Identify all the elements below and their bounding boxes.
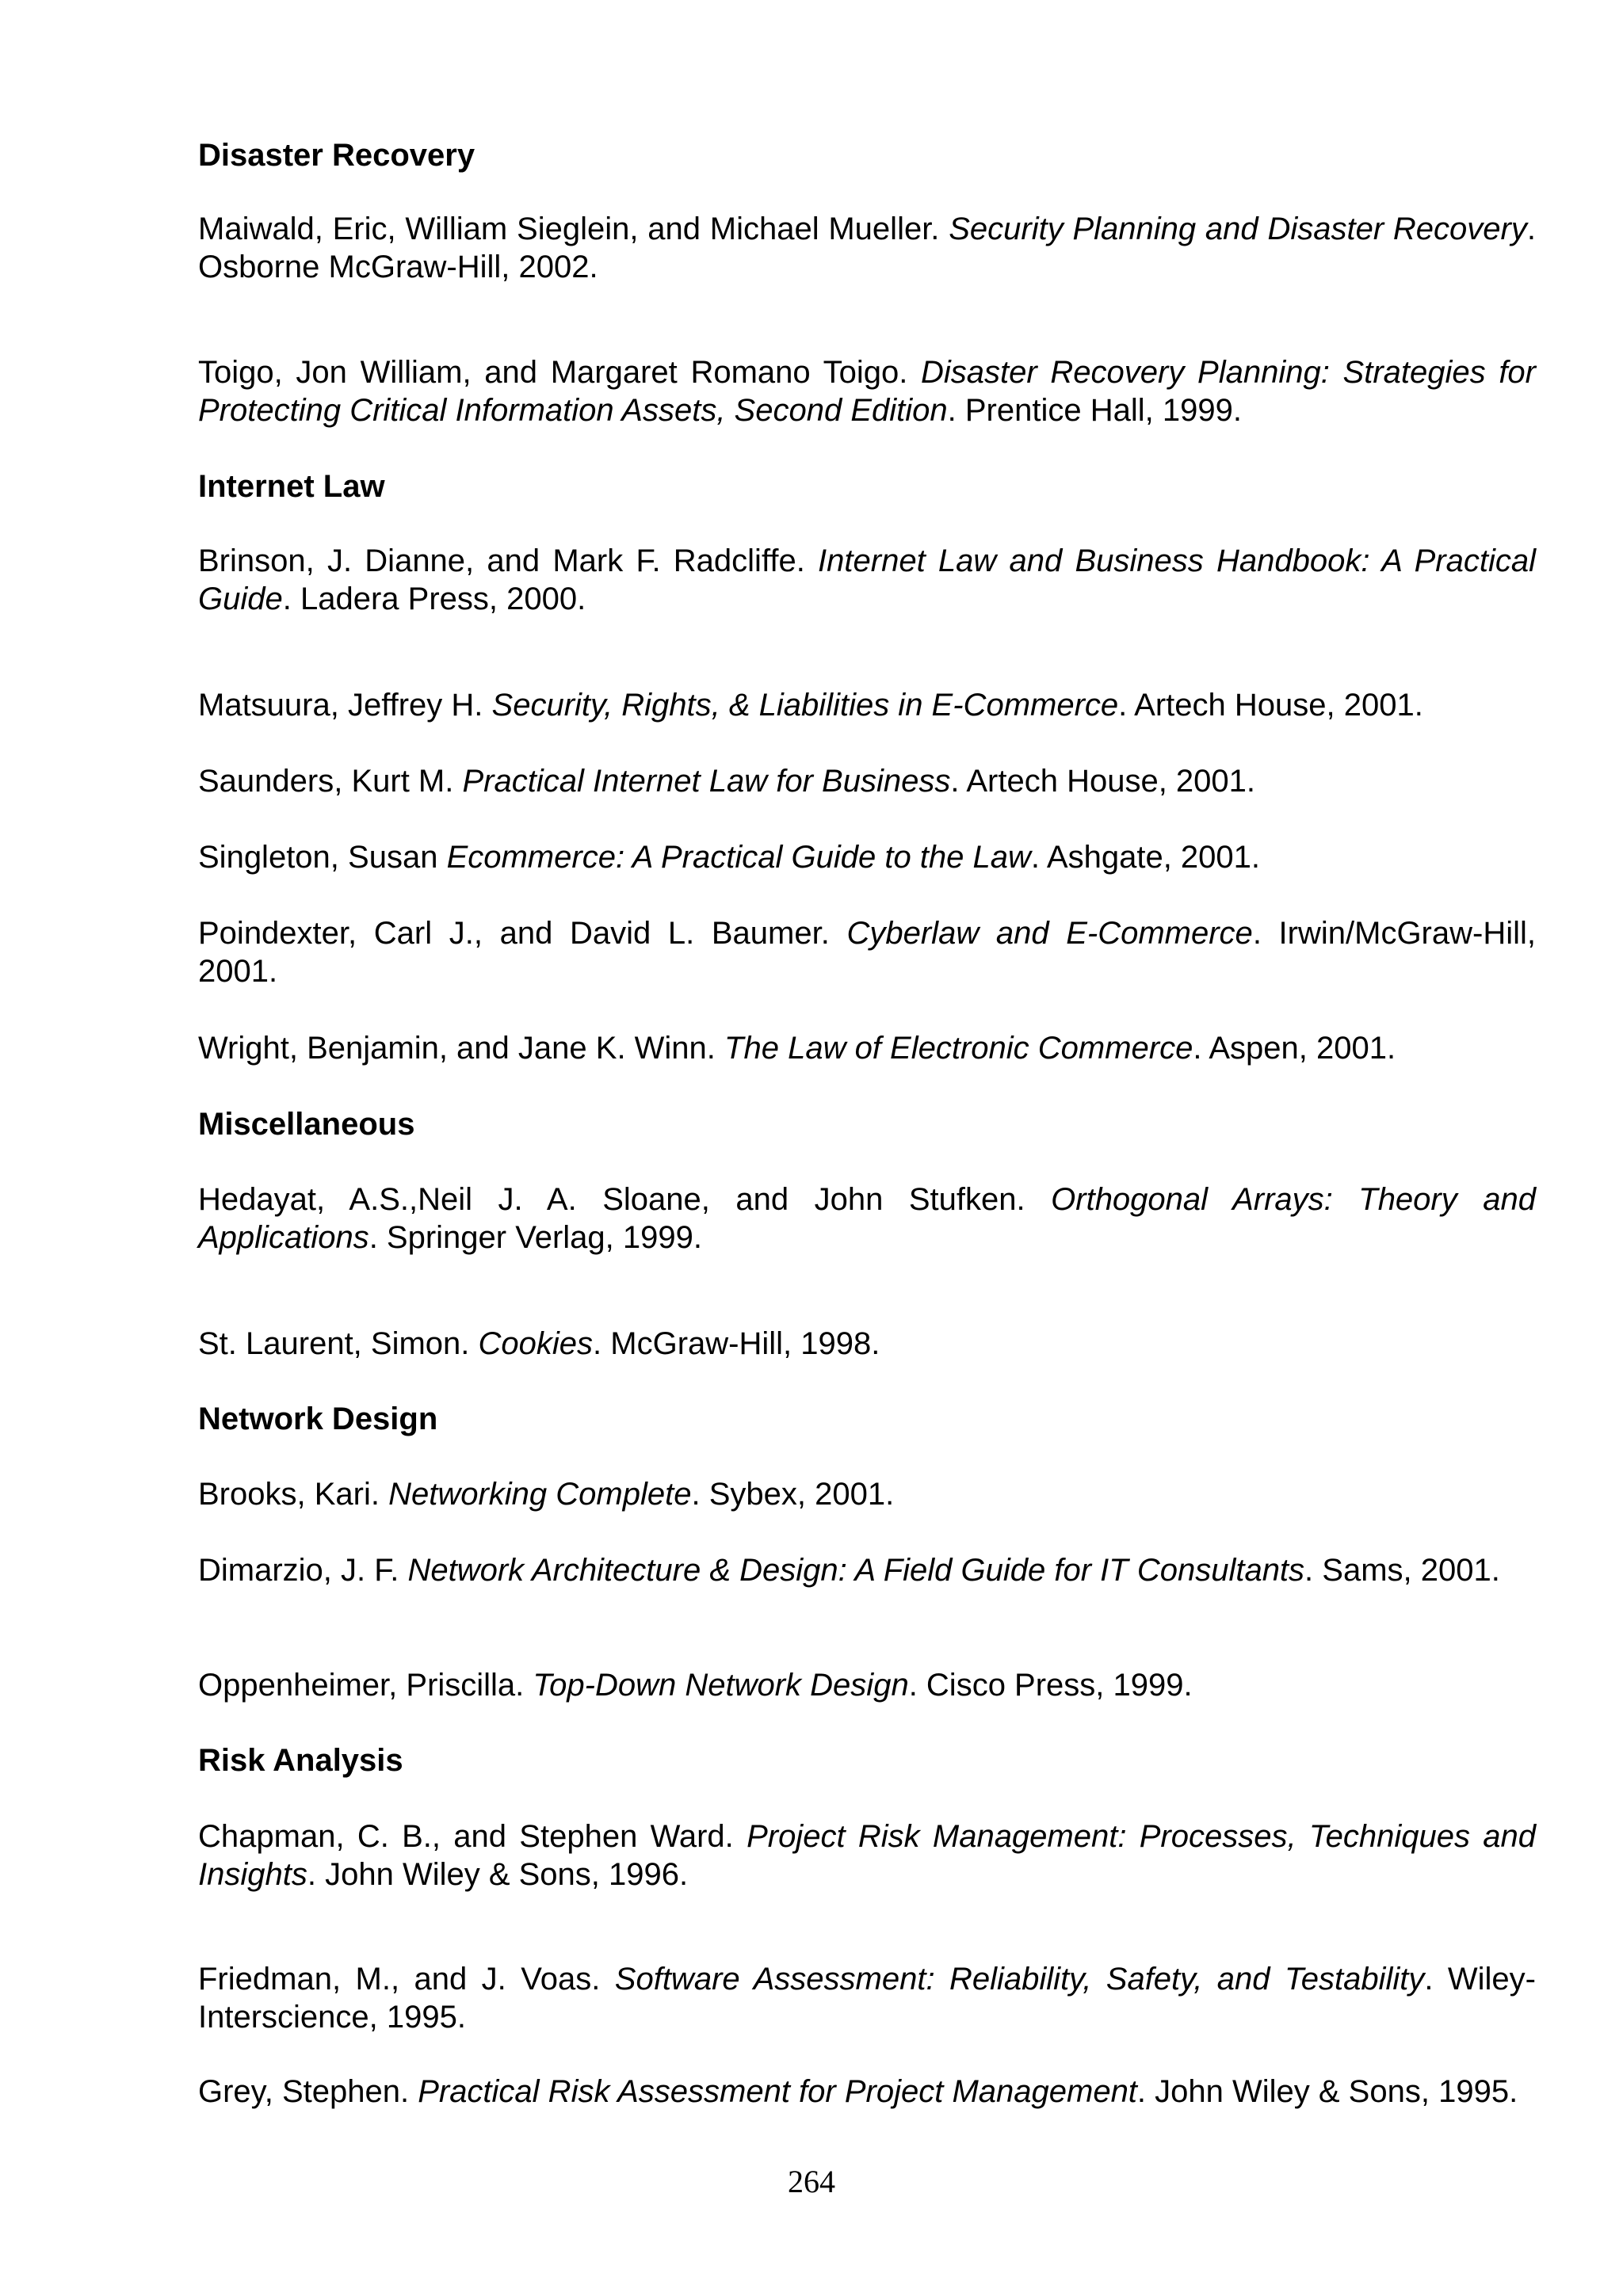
ref-publisher: . Ladera Press, 2000.	[282, 582, 586, 616]
ref-publisher: . John Wiley & Sons, 1996.	[307, 1857, 689, 1892]
ref-publisher: . Artech House, 2001.	[1118, 688, 1423, 723]
ref-title: Networking Complete	[388, 1477, 692, 1512]
reference-entry	[198, 353, 1536, 429]
reference-entry	[198, 1551, 1536, 1589]
reference-entry	[198, 686, 1536, 724]
ref-publisher: . Ashgate, 2001.	[1030, 840, 1261, 875]
reference-entry	[198, 1029, 1536, 1067]
ref-authors: Maiwald, Eric, William Sieglein, and Michael Mueller.	[198, 212, 949, 246]
ref-publisher: . McGraw-Hill, 1998.	[593, 1326, 880, 1361]
ref-title: Ecommerce: A Practical Guide to the Law	[446, 840, 1031, 875]
ref-publisher: . Prentice Hall, 1999.	[947, 393, 1242, 428]
ref-title: The Law of Electronic Commerce	[724, 1031, 1193, 1066]
section-heading-risk-analysis: Risk Analysis	[198, 1743, 403, 1778]
reference-entry	[198, 542, 1536, 618]
section-heading-network-design: Network Design	[198, 1402, 438, 1436]
ref-publisher: . Springer Verlag, 1999.	[369, 1220, 702, 1255]
ref-publisher: . Aspen, 2001.	[1193, 1031, 1396, 1066]
ref-publisher: . John Wiley & Sons, 1995.	[1136, 2074, 1518, 2109]
reference-entry	[198, 1960, 1536, 2036]
ref-publisher: . Sybex, 2001.	[691, 1477, 895, 1512]
ref-authors: Poindexter, Carl J., and David L. Baumer.	[198, 916, 847, 951]
ref-authors: Chapman, C. B., and Stephen Ward.	[198, 1819, 747, 1854]
ref-title: Orthogonal Arrays: Theory and Applications	[198, 1182, 1536, 1255]
ref-title: Cyberlaw and E-Commerce	[846, 916, 1253, 951]
page	[198, 0, 1536, 2296]
ref-authors: Oppenheimer, Priscilla.	[198, 1668, 533, 1703]
ref-title: Top-Down Network Design	[533, 1668, 909, 1703]
ref-authors: Wright, Benjamin, and Jane K. Winn.	[198, 1031, 725, 1066]
ref-authors: St. Laurent, Simon.	[198, 1326, 479, 1361]
ref-authors: Toigo, Jon William, and Margaret Romano Toigo.	[198, 355, 922, 390]
ref-title: Disaster Recovery Planning: Strategies for Protecting Critical Information Assets, Second Edition	[198, 355, 1536, 428]
ref-authors: Matsuura, Jeffrey H.	[198, 688, 492, 723]
ref-title: Practical Risk Assessment for Project Management	[418, 2074, 1137, 2109]
reference-entry	[198, 838, 1536, 876]
reference-entry	[198, 1817, 1536, 1894]
ref-authors: Friedman, M., and J. Voas.	[198, 1962, 615, 1997]
ref-title: Cookies	[478, 1326, 594, 1361]
ref-title: Internet Law and Business Handbook: A Practical Guide	[198, 543, 1536, 616]
ref-title: Security Planning and Disaster Recovery	[949, 212, 1527, 246]
ref-title: Security, Rights, & Liabilities in E-Commerce	[491, 688, 1119, 723]
ref-authors: Saunders, Kurt M.	[198, 764, 463, 799]
section-heading-internet-law: Internet Law	[198, 469, 385, 504]
reference-entry	[198, 1666, 1536, 1704]
section-heading-disaster-recovery: Disaster Recovery	[198, 138, 475, 173]
ref-authors: Grey, Stephen.	[198, 2074, 418, 2109]
ref-publisher: . Irwin/McGraw-Hill, 2001.	[198, 916, 1536, 989]
page-number: 264	[788, 2164, 835, 2199]
section-heading-miscellaneous: Miscellaneous	[198, 1107, 415, 1142]
ref-publisher: . Sams, 2001.	[1304, 1553, 1500, 1588]
reference-entry	[198, 2073, 1536, 2111]
reference-entry	[198, 1180, 1536, 1257]
ref-authors: Brooks, Kari.	[198, 1477, 389, 1512]
ref-publisher: . Artech House, 2001.	[950, 764, 1256, 799]
ref-publisher: . Wiley-Interscience, 1995.	[198, 1962, 1536, 2035]
ref-publisher: . Osborne McGraw-Hill, 2002.	[198, 212, 1536, 284]
reference-entry	[198, 1475, 1536, 1513]
ref-title: Network Architecture & Design: A Field Guide for IT Consultants	[407, 1553, 1305, 1588]
ref-authors: Brinson, J. Dianne, and Mark F. Radcliffe.	[198, 543, 819, 578]
ref-publisher: . Cisco Press, 1999.	[908, 1668, 1193, 1703]
reference-entry	[198, 1325, 1536, 1363]
ref-authors: Dimarzio, J. F.	[198, 1553, 408, 1588]
reference-entry	[198, 210, 1536, 286]
ref-title: Practical Internet Law for Business	[462, 764, 951, 799]
ref-authors: Singleton, Susan	[198, 840, 447, 875]
ref-authors: Hedayat, A.S.,Neil J. A. Sloane, and John Stufken.	[198, 1182, 1052, 1217]
ref-title: Project Risk Management: Processes, Techniques and Insights	[198, 1819, 1537, 1892]
ref-title: Software Assessment: Reliability, Safety, and Testability	[614, 1962, 1425, 1997]
reference-entry	[198, 762, 1536, 800]
reference-entry	[198, 914, 1536, 990]
